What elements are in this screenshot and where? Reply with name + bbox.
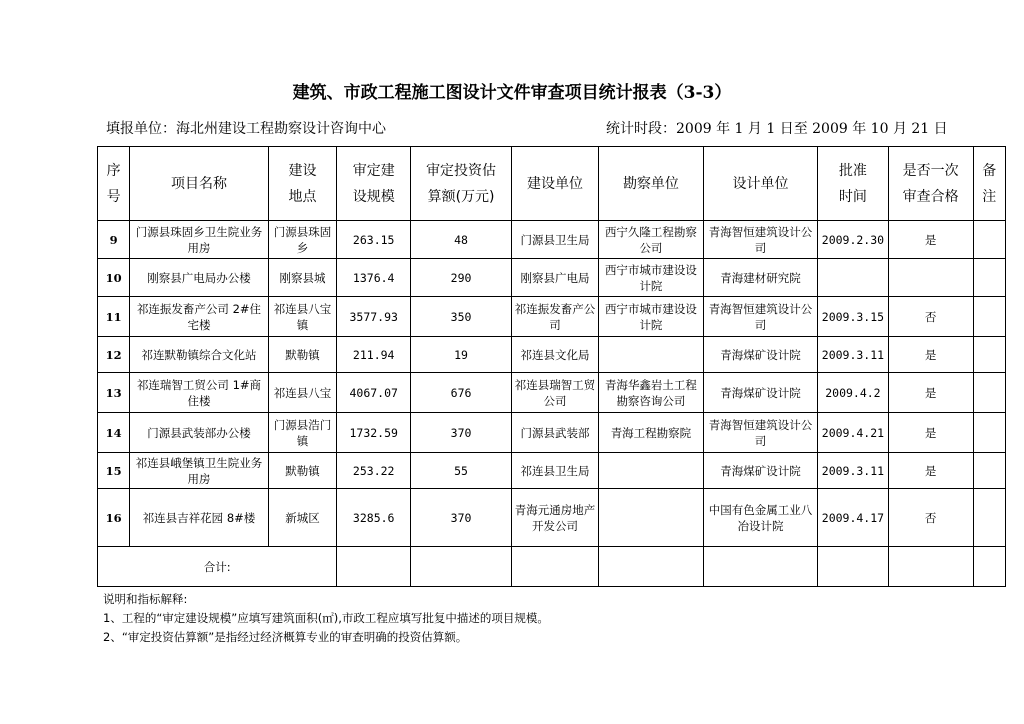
cell-builder: 门源县卫生局 (512, 221, 599, 259)
table-row (98, 259, 1006, 297)
cell-approval-time: 2009.4.21 (818, 413, 889, 453)
cell-location: 刚察县城 (268, 259, 337, 297)
total-investment (411, 547, 512, 587)
cell-seq: 11 (98, 297, 130, 337)
cell-designer: 青海煤矿设计院 (703, 373, 817, 413)
cell-project-name: 祁连瑞智工贸公司 1#商住楼 (130, 373, 268, 413)
header-seq: 序 号 (98, 147, 130, 221)
cell-builder: 刚察县广电局 (512, 259, 599, 297)
cell-designer: 青海建材研究院 (703, 259, 817, 297)
table-row (98, 337, 1006, 373)
header-investment: 审定投资估 算额(万元) (411, 147, 512, 221)
cell-seq: 13 (98, 373, 130, 413)
cell-location: 祁连县八宝 (268, 373, 337, 413)
cell-designer: 中国有色金属工业八冶设计院 (703, 489, 817, 547)
notes-item-1: 1、工程的“审定建设规模”应填写建筑面积(㎡),市政工程应填写批复中描述的项目规模。 (103, 611, 549, 625)
cell-location: 门源县浩门镇 (268, 413, 337, 453)
cell-passed-once: 是 (888, 337, 973, 373)
cell-designer: 青海智恒建筑设计公司 (703, 413, 817, 453)
cell-surveyor: 青海工程勘察院 (598, 413, 703, 453)
cell-seq: 12 (98, 337, 130, 373)
cell-scale: 3577.93 (337, 297, 411, 337)
header-passed-once: 是否一次 审查合格 (888, 147, 973, 221)
cell-designer: 青海智恒建筑设计公司 (703, 221, 817, 259)
cell-builder: 祁连县卫生局 (512, 453, 599, 489)
cell-location: 默勒镇 (268, 453, 337, 489)
total-scale (337, 547, 411, 587)
cell-builder: 门源县武装部 (512, 413, 599, 453)
cell-scale: 4067.07 (337, 373, 411, 413)
cell-scale: 1732.59 (337, 413, 411, 453)
cell-seq: 16 (98, 489, 130, 547)
total-surveyor (598, 547, 703, 587)
total-designer (703, 547, 817, 587)
total-passed-once (888, 547, 973, 587)
cell-remarks (973, 221, 1005, 259)
header-location: 建设 地点 (268, 147, 337, 221)
cell-passed-once: 是 (888, 373, 973, 413)
cell-passed-once: 是 (888, 413, 973, 453)
total-builder (512, 547, 599, 587)
cell-passed-once: 是 (888, 221, 973, 259)
cell-remarks (973, 337, 1005, 373)
cell-investment: 19 (411, 337, 512, 373)
cell-remarks (973, 489, 1005, 547)
cell-investment: 370 (411, 489, 512, 547)
cell-surveyor: 西宁市城市建设设计院 (598, 259, 703, 297)
cell-surveyor (598, 337, 703, 373)
cell-remarks (973, 373, 1005, 413)
cell-project-name: 门源县珠固乡卫生院业务用房 (130, 221, 268, 259)
cell-designer: 青海煤矿设计院 (703, 453, 817, 489)
cell-project-name: 祁连默勒镇综合文化站 (130, 337, 268, 373)
cell-passed-once: 否 (888, 489, 973, 547)
table-row (98, 373, 1006, 413)
cell-seq: 14 (98, 413, 130, 453)
cell-investment: 55 (411, 453, 512, 489)
cell-surveyor (598, 489, 703, 547)
cell-scale: 211.94 (337, 337, 411, 373)
table-row (98, 221, 1006, 259)
cell-seq: 10 (98, 259, 130, 297)
cell-scale: 1376.4 (337, 259, 411, 297)
header-remarks: 备 注 (973, 147, 1005, 221)
cell-scale: 3285.6 (337, 489, 411, 547)
cell-surveyor (598, 453, 703, 489)
header-project-name: 项目名称 (130, 147, 268, 221)
cell-scale: 253.22 (337, 453, 411, 489)
cell-surveyor: 青海华鑫岩土工程勘察咨询公司 (598, 373, 703, 413)
cell-builder: 祁连振发畜产公司 (512, 297, 599, 337)
header-surveyor: 勘察单位 (598, 147, 703, 221)
cell-investment: 676 (411, 373, 512, 413)
cell-passed-once: 是 (888, 453, 973, 489)
total-row (98, 547, 1006, 587)
cell-approval-time: 2009.3.11 (818, 337, 889, 373)
cell-location: 新城区 (268, 489, 337, 547)
cell-builder: 祁连县文化局 (512, 337, 599, 373)
cell-passed-once (888, 259, 973, 297)
cell-project-name: 刚察县广电局办公楼 (130, 259, 268, 297)
header-approval-time: 批准 时间 (818, 147, 889, 221)
cell-project-name: 祁连县吉祥花园 8#楼 (130, 489, 268, 547)
report-title: 建筑、市政工程施工图设计文件审查项目统计报表（3-3） (292, 83, 732, 103)
cell-investment: 290 (411, 259, 512, 297)
total-remarks (973, 547, 1005, 587)
cell-investment: 48 (411, 221, 512, 259)
table-row (98, 413, 1006, 453)
cell-approval-time: 2009.2.30 (818, 221, 889, 259)
cell-project-name: 门源县武装部办公楼 (130, 413, 268, 453)
table-row (98, 453, 1006, 489)
cell-approval-time: 2009.3.15 (818, 297, 889, 337)
header-builder: 建设单位 (512, 147, 599, 221)
notes-item-2: 2、“审定投资估算额”是指经过经济概算专业的审查明确的投资估算额。 (103, 630, 468, 644)
cell-seq: 9 (98, 221, 130, 259)
statistics-period: 统计时段：2009 年 1 月 1 日至 2009 年 10 月 21 日 (606, 121, 948, 137)
cell-remarks (973, 413, 1005, 453)
cell-builder: 祁连县瑞智工贸公司 (512, 373, 599, 413)
cell-approval-time: 2009.3.11 (818, 453, 889, 489)
total-label: 合计: (98, 547, 337, 587)
cell-location: 门源县珠固乡 (268, 221, 337, 259)
cell-scale: 263.15 (337, 221, 411, 259)
cell-investment: 350 (411, 297, 512, 337)
notes-section (103, 590, 549, 647)
cell-designer: 青海煤矿设计院 (703, 337, 817, 373)
cell-approval-time (818, 259, 889, 297)
report-table (97, 146, 1006, 587)
cell-remarks (973, 453, 1005, 489)
cell-designer: 青海智恒建筑设计公司 (703, 297, 817, 337)
cell-surveyor: 西宁久隆工程勘察公司 (598, 221, 703, 259)
cell-investment: 370 (411, 413, 512, 453)
cell-approval-time: 2009.4.17 (818, 489, 889, 547)
header-designer: 设计单位 (703, 147, 817, 221)
total-approval-time (818, 547, 889, 587)
cell-builder: 青海元通房地产开发公司 (512, 489, 599, 547)
cell-remarks (973, 297, 1005, 337)
reporting-unit: 填报单位：海北州建设工程勘察设计咨询中心 (106, 121, 386, 137)
cell-seq: 15 (98, 453, 130, 489)
cell-surveyor: 西宁市城市建设设计院 (598, 297, 703, 337)
notes-heading: 说明和指标解释: (103, 592, 188, 606)
table-row (98, 489, 1006, 547)
cell-passed-once: 否 (888, 297, 973, 337)
cell-remarks (973, 259, 1005, 297)
cell-location: 默勒镇 (268, 337, 337, 373)
cell-approval-time: 2009.4.2 (818, 373, 889, 413)
table-row (98, 297, 1006, 337)
table-header-row (98, 147, 1006, 221)
header-scale: 审定建 设规模 (337, 147, 411, 221)
cell-location: 祁连县八宝镇 (268, 297, 337, 337)
cell-project-name: 祁连县峨堡镇卫生院业务用房 (130, 453, 268, 489)
cell-project-name: 祁连振发畜产公司 2#住宅楼 (130, 297, 268, 337)
